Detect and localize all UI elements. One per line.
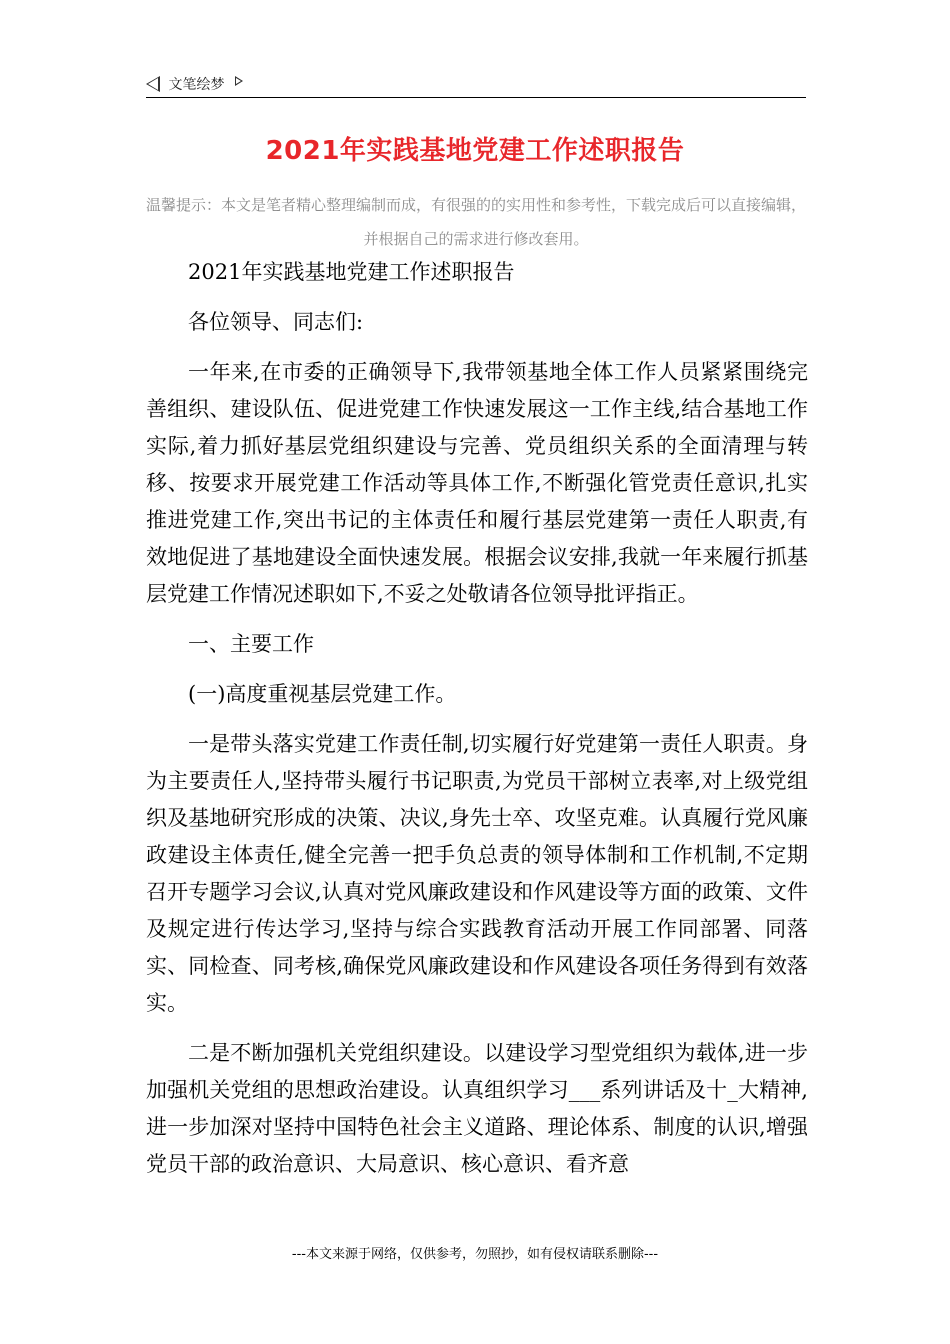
salutation: 各位领导、同志们:	[188, 310, 364, 334]
page-header	[146, 74, 806, 98]
section-heading: 一、主要工作	[188, 632, 314, 656]
tip-note: 温馨提示：本文是笔者精心整理编制而成，有很强的的实用性和参考性，下载完成后可以直接编辑，并根据自己的需求进行修改套用。	[146, 196, 807, 248]
body-paragraph: 二是不断加强机关党组织建设。以建设学习型党组织为载体,进一步加强机关党组的思想政治建设。认真组织学习___系列讲话及十_大精神,进一步加深对坚持中国特色社会主义道路、理论体系、制度的认识,增强党员干部的政治意识、大局意识、核心意识、看齐意	[146, 1041, 808, 1176]
body-paragraph: 一年来,在市委的正确领导下,我带领基地全体工作人员紧紧围绕完善组织、建设队伍、促进党建工作快速发展这一工作主线,结合基地工作实际,着力抓好基层党组织建设与完善、党员组织关系的全面清理与转移、按要求开展党建工作活动等具体工作,不断强化管党责任意识,扎实推进党建工作,突出书记的主体责任和履行基层党建第一责任人职责,有效地促进了基地建设全面快速发展。根据会议安排,我就一年来履行抓基层党建工作情况述职如下,不妥之处敬请各位领导批评指正。	[146, 360, 808, 606]
subsection-heading: (一)高度重视基层党建工作。	[188, 682, 457, 706]
document-title: 2021年实践基地党建工作述职报告	[265, 136, 685, 166]
brand-label: 文笔绘梦	[168, 77, 225, 93]
page-footer: ---本文来源于网络，仅供参考，勿照抄，如有侵权请联系删除---	[291, 1247, 659, 1262]
header-divider	[146, 97, 806, 98]
body-heading: 2021年实践基地党建工作述职报告	[188, 260, 515, 284]
body-paragraph: 一是带头落实党建工作责任制,切实履行好党建第一责任人职责。身为主要责任人,坚持带头履行书记职责,为党员干部树立表率,对上级党组织及基地研究形成的决策、决议,身先士卒、攻坚克难。认真履行党风廉政建设主体责任,健全完善一把手负总责的领导体制和工作机制,不定期召开专题学习会议,认真对党风廉政建设和作风建设等方面的政策、文件及规定进行传达学习,坚持与综合实践教育活动开展工作同部署、同落实、同检查、同考核,确保党风廉政建设和作风建设各项任务得到有效落实。	[146, 732, 808, 1015]
triangle-left-icon	[146, 76, 160, 92]
document-body	[146, 254, 808, 1183]
triangle-right-icon	[235, 76, 243, 86]
